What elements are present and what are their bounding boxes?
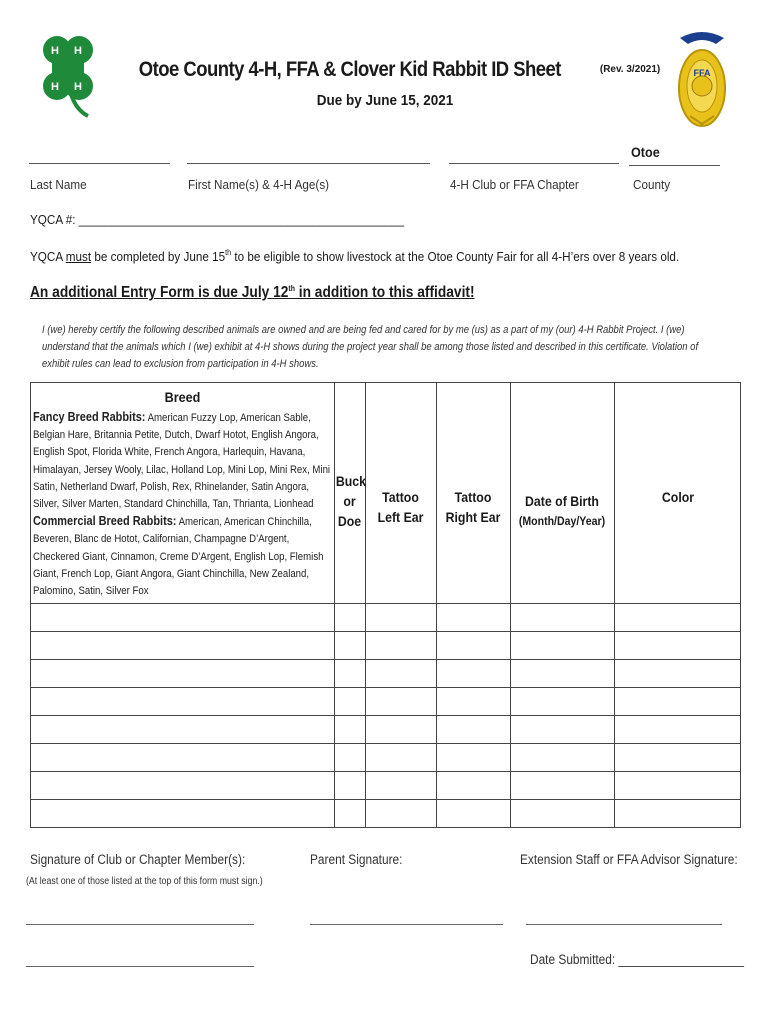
svg-text:H: H bbox=[51, 45, 59, 57]
breed-list bbox=[33, 409, 335, 600]
entry-form-notice bbox=[30, 284, 475, 302]
color-column-header: Color bbox=[661, 489, 695, 505]
tattoo-right-ear-header bbox=[440, 487, 505, 527]
yqca-number-field[interactable]: YQCA #: __________________________________________________ bbox=[30, 212, 405, 227]
member-signature-line[interactable] bbox=[26, 924, 254, 925]
last-name-field[interactable] bbox=[29, 163, 170, 164]
entry-notice-text: in addition to this affidavit! bbox=[294, 284, 475, 301]
dob-header-line: Date of Birth bbox=[525, 493, 599, 509]
parent-signature-line[interactable] bbox=[310, 924, 503, 925]
member-signature-label: Signature of Club or Chapter Member(s): bbox=[30, 852, 246, 867]
member-signature-line-2[interactable] bbox=[26, 966, 254, 967]
date-of-birth-header bbox=[516, 491, 608, 531]
last-name-label: Last Name bbox=[30, 177, 87, 192]
first-name-label: First Name(s) & 4-H Age(s) bbox=[188, 177, 330, 192]
date-submitted-field[interactable]: Date Submitted: ___________________ bbox=[530, 952, 745, 967]
breed-column-header: Breed bbox=[164, 389, 201, 405]
yqca-notice bbox=[30, 248, 679, 264]
entry-notice-sup: th bbox=[288, 284, 295, 293]
sex-header-line: Doe bbox=[337, 513, 362, 529]
advisor-signature-label: Extension Staff or FFA Advisor Signature: bbox=[520, 852, 738, 867]
form-title: Otoe County 4-H, FFA & Clover Kid Rabbit ID Sheet bbox=[138, 58, 561, 81]
rabbit-id-table bbox=[30, 382, 741, 828]
yqca-notice-text: to be eligible to show livestock at the Otoe County Fair for all 4-H’ers over 8 years old. bbox=[231, 249, 680, 264]
due-date: Due by June 15, 2021 bbox=[316, 92, 454, 109]
fancy-breed-label: Fancy Breed Rabbits: bbox=[33, 410, 146, 424]
yqca-notice-must: must bbox=[65, 249, 92, 264]
county-field[interactable] bbox=[629, 165, 720, 166]
tattoo-left-header-line: Left Ear bbox=[377, 509, 424, 525]
dob-header-line: (Month/Day/Year) bbox=[518, 514, 606, 528]
revision-label: (Rev. 3/2021) bbox=[599, 64, 661, 75]
county-value: Otoe bbox=[631, 144, 660, 160]
club-label: 4-H Club or FFA Chapter bbox=[450, 177, 579, 192]
member-signature-note: (At least one of those listed at the top of this form must sign.) bbox=[26, 876, 263, 887]
county-label: County bbox=[633, 177, 671, 192]
sex-column-header bbox=[335, 471, 366, 531]
tattoo-left-header-line: Tattoo bbox=[382, 489, 419, 505]
yqca-notice-text: YQCA bbox=[30, 249, 66, 264]
form-title-row bbox=[0, 58, 770, 82]
svg-text:H: H bbox=[74, 81, 82, 93]
entry-notice-text: An additional Entry Form is due July 12 bbox=[30, 284, 289, 301]
parent-signature-label: Parent Signature: bbox=[310, 852, 403, 867]
tattoo-right-header-line: Tattoo bbox=[454, 489, 492, 505]
first-name-field[interactable] bbox=[187, 163, 430, 164]
commercial-breed-list: American, American Chinchilla, Beveren, Blanc de Hotot, Californian, Champagne D’Argent, Checkered Giant, Cinnamon, Creme D’Argent, English Lop, Flemish Giant, French Lop, Giant Angora, Giant Chinchilla, New Zealand, Palomino, Satin, Silver Fox bbox=[33, 516, 324, 598]
svg-text:FFA: FFA bbox=[693, 68, 711, 78]
yqca-notice-sup: th bbox=[225, 248, 232, 257]
yqca-notice-text: be completed by June 15 bbox=[91, 249, 226, 264]
commercial-breed-label: Commercial Breed Rabbits: bbox=[33, 514, 177, 529]
tattoo-left-ear-header bbox=[369, 487, 431, 527]
certification-statement: I (we) hereby certify the following described animals are owned and are being fed and cared for by me (us) as a part of my (our) 4-H Rabbit Project. I (we) understand that the animals which I (we) exhibit at 4-H shows during the project year shall be among those listed and described in this certificate. Violation of exhibit rules can lead to exclusion from participation in 4-H shows. bbox=[42, 324, 699, 370]
club-field[interactable] bbox=[449, 163, 619, 164]
svg-text:H: H bbox=[51, 81, 59, 93]
tattoo-right-header-line: Right Ear bbox=[445, 509, 501, 525]
advisor-signature-line[interactable] bbox=[526, 924, 722, 925]
sex-header-line: Buck bbox=[335, 473, 366, 489]
fancy-breed-list: American Fuzzy Lop, American Sable, Belgian Hare, Britannia Petite, Dutch, Dwarf Hotot, English Angora, English Spot, Florida White, French Angora, Harlequin, Havana, Himalayan, Jersey Wooly, Lilac, Holland Lop, Mini Lop, Mini Rex, Mini Satin, Netherland Dwarf, Polish, Rex, Rhinelander, Satin Angora, Silver, Silver Marten, Standard Chinchilla, Tan, Thrianta, Lionhead bbox=[33, 412, 331, 511]
sex-header-line: or bbox=[343, 493, 356, 509]
svg-text:H: H bbox=[74, 45, 82, 57]
